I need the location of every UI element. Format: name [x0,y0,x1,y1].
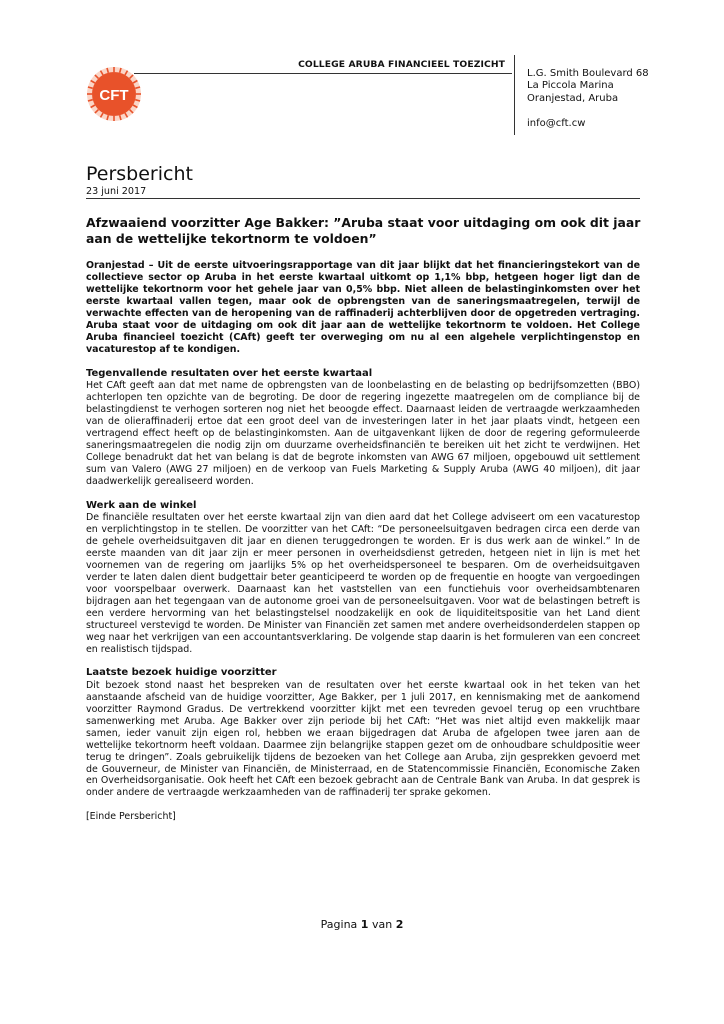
title-rule [86,198,640,199]
header-rule [134,73,512,74]
footer-page-total: 2 [395,918,404,931]
end-note: [Einde Persbericht] [86,811,176,823]
section-text-visit: Dit bezoek stond naast het bespreken van de resultaten over het eerste kwartaal ook in het teken van het aanstaande afscheid van de huidige voorzitter, Age Bakker, per 1 juli 2017, en kennismaking met de aankomend voorzitter Raymond Gradus. De vertrekkend voorzitter kijkt met een tevreden gevoel terug op een vruchtbare samenwerking met Aruba. Age Bakker over zijn periode bij het CAft: “Het was niet altijd even makkelijk maar samen, ieder vanuit zijn eigen rol, hebben we eraan bijgedragen dat Aruba de afgelopen twee jaren aan de wettelijke tekortnorm heeft voldaan. Daarmee zijn belangrijke stappen gezet om de onhoudbare schuldpositie weer terug te dringen”. Zoals gebruikelijk tijdens de bezoeken van het College aan Aruba, zijn gesprekken gevoerd met de Gouverneur, de Minister van Financiën, de Ministerraad, en de Statencommissie Financiën, Economische Zaken en Overheidsorganisatie. Ook heeft het CAft een bezoek gebracht aan de Centrale Bank van Aruba. In dat gesprek is onder andere de vertraagde werkzaamheden van de raffinaderij ter sprake gekomen. [86,679,640,799]
section-text-results: Het CAft geeft aan dat met name de opbrengsten van de loonbelasting en de belasting op bedrijfsomzetten (BBO) achterlopen ten opzichte van de begroting. De door de regering ingezette maatregelen om de compliance bij de belastingdienst te verhogen sorteren nog niet het beoogde effect. Daarnaast leiden de vertraagde werkzaamheden van de olieraffinaderij ertoe dat een groot deel van de investeringen later in het jaar plaats vindt, hetgeen een vertragend effect heeft op de belastinginkomsten. Aan de uitgavenkant lijken de door de regering geformuleerde saneringsmaatregelen die nodig zijn om duurzame overheidsfinanciën te bereiken uit het zicht te verdwijnen. Het College benadrukt dat het van belang is dat de begrote inkomsten van AWG 67 miljoen, opgebouwd uit settlement sum van Valero (AWG 27 miljoen) en de verkoop van Fuels Marketing & Supply Aruba (AWG 40 miljoen), dit jaar daadwerkelijk gerealiseerd worden. [86,380,640,487]
page-footer [0,918,724,931]
section-heading-results: Tegenvallende resultaten over het eerste kwartaal [86,367,373,379]
email-link[interactable]: info@cft.cw [527,118,586,130]
article-body [86,260,640,823]
address-line-3: Oranjestad, Aruba [527,92,619,104]
document-date: 23 juni 2017 [86,186,147,197]
cft-logo [86,66,142,122]
address-line-2: La Piccola Marina [527,80,614,92]
footer-prefix: Pagina [320,918,358,931]
headline: Afzwaaiend voorzitter Age Bakker: ”Aruba staat voor uitdaging om ook dit jaar aan de wettelijke tekortnorm te voldoen” [86,215,641,246]
address-block [527,68,649,131]
header-divider [514,55,515,135]
document-title: Persbericht [86,163,193,185]
footer-middle: van [371,918,393,931]
footer-page-number: 1 [360,918,369,931]
section-heading-visit: Laatste bezoek huidige voorzitter [86,667,277,679]
lead-paragraph: Oranjestad – Uit de eerste uitvoeringsrapportage van dit jaar blijkt dat het financieringstekort van de collectieve sector op Aruba in het eerste kwartaal uitkomt op 1,1% bbp, hetgeen hoger ligt dan de wettelijke tekortnorm voor het gehele jaar van 0,5% bbp. Niet alleen de belastinginkomsten over het eerste kwartaal vallen tegen, maar ook de opbrengsten van de saneringsmaatregelen, terwijl de verwachte effecten van de heropening van de raffinaderij achterblijven door de opgetreden vertraging. Aruba staat voor de uitdaging om ook dit jaar aan de wettelijke tekortnorm te voldoen. Het College Aruba financieel toezicht (CAft) geeft ter overweging om nu al een algehele verplichtingenstop en vacaturestop af te kondigen. [86,260,640,355]
section-text-work: De financiële resultaten over het eerste kwartaal zijn van dien aard dat het College adviseert om een vacaturestop en verplichtingstop in te stellen. De voorzitter van het CAft: “De personeelsuitgaven bedragen circa een derde van de gehele overheidsuitgaven dit jaar en dienen teruggedrongen te worden. Er is dus werk aan de winkel.” In de eerste maanden van dit jaar zijn er meer personen in overheidsdienst getreden, hetgeen niet in lijn is met het voornemen van de regering om jaarlijks 5% op het overheidspersoneel te besparen. Om de overheidsuitgaven verder te laten dalen dient budgettair beter geanticipeerd te worden op de frequentie en hoogte van vergoedingen voor voorspelbaar overwerk. Daarnaast kan het vaststellen van een functiehuis voor overheidsambtenaren bijdragen aan het tegengaan van de autonome groei van de personeelsuitgaven. Voor wat de belastingen betreft is een verdere hervorming van het belastingstelsel noodzakelijk en ook de liquiditeitspositie van het Land dient structureel verstevigd te worden. De Minister van Financiën zet samen met andere overheidsonderdelen stappen op weg naar het verkrijgen van een accountantsverklaring. De volgende stap daarin is het formuleren van een concreet en realistisch tijdspad. [86,512,640,655]
logo-text: CFT [99,87,129,104]
address-line-1: L.G. Smith Boulevard 68 [527,68,649,79]
organization-name: COLLEGE ARUBA FINANCIEEL TOEZICHT [298,59,505,70]
section-heading-work: Werk aan de winkel [86,499,197,511]
